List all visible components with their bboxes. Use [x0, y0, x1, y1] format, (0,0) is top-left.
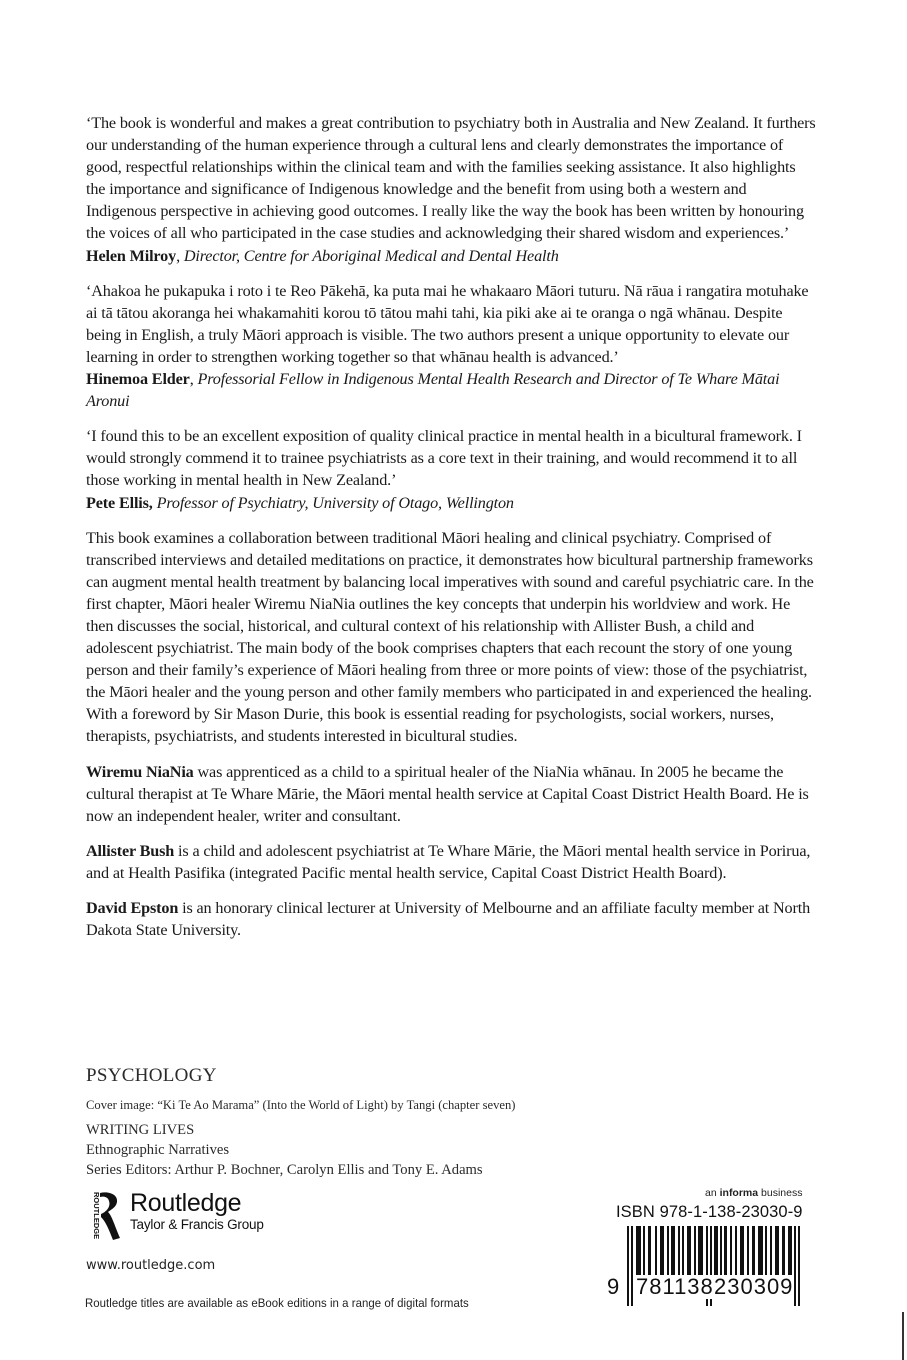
endorser-name: Hinemoa Elder: [86, 370, 190, 389]
endorsement-3: [86, 425, 816, 513]
endorsement-quote: ‘I found this to be an excellent exposition of quality clinical practice in mental health in a bicultural framework. I would strongly commend it to trainee psychiatrists as a core text in their training, and would recommend it to all those working in mental health in New Zealand.’: [86, 427, 802, 490]
cover-image-credit: Cover image: “Ki Te Ao Marama” (Into the World of Light) by Tangi (chapter seven): [86, 1098, 516, 1112]
endorsement-2: [86, 280, 816, 413]
isbn-label: ISBN 978-1-138-23030-9: [616, 1203, 803, 1221]
informa-brand: informa: [719, 1187, 759, 1199]
back-cover-text: [86, 112, 816, 954]
logo-text: [130, 1190, 264, 1234]
series-info: [86, 1120, 483, 1180]
separator: ,: [189, 370, 198, 389]
endorser-role: Professorial Fellow in Indigenous Mental Health Research and Director of Te Whare Mātai Aronui: [86, 370, 780, 411]
endorsement-quote: ‘Ahakoa he pukapuka i roto i te Reo Pākehā, ka puta mai he whakaaro Māori tuturu. Nā rāua i rangatira motuhake ai tā tātou akoranga hei whakamahiti korou tō tātou mahi tahi, kia piki ake ai te oranga o ngā whānau. Despite being in English, a truly Māori approach is visible. The two authors present a unique opportunity to elevate our learning in order to strengthen working together so that whānau health is advanced.’: [86, 281, 809, 366]
informa-suffix: business: [758, 1187, 803, 1199]
endorser-role: Director, Centre for Aboriginal Medical and Dental Health: [183, 246, 559, 265]
publisher-group: Taylor & Francis Group: [130, 1217, 264, 1232]
barcode-digit-first: 9: [607, 1274, 620, 1299]
informa-prefix: an: [705, 1187, 720, 1199]
subject-category: PSYCHOLOGY: [86, 1065, 217, 1086]
author-bio-1: [86, 761, 816, 827]
endorsement-quote: ‘The book is wonderful and makes a great contribution to psychiatry both in Australia and New Zealand. It furthers our understanding of the human experience through a cultural lens and clearly demonstrates the importance of good, respectful relationships within the clinical team and with the families seeking assistance. It also highlights the importance and significance of Indigenous knowledge and the benefit from using both a western and Indigenous perspective in achieving good outcomes. I really like the way the book has been written by honouring the voices of all who participated in the case studies and acknowledging their shared wisdom and experiences.’: [86, 114, 816, 243]
author-name: Allister Bush: [86, 841, 175, 860]
barcode-digits-right: 230309: [714, 1274, 794, 1299]
endorsement-1: [86, 112, 816, 267]
page-edge-mark: [902, 1312, 904, 1360]
routledge-r-icon: [86, 1190, 126, 1242]
author-bio: is an honorary clinical lecturer at University of Melbourne and an affiliate faculty member at North Dakota State University.: [86, 899, 811, 940]
author-bio: is a child and adolescent psychiatrist at Te Whare Mārie, the Māori mental health service in Porirua, and at Health Pasifika (integrated Pacific mental health service, Capital Coast District Health Board).: [86, 841, 811, 882]
ebook-note: Routledge titles are available as eBook editions in a range of digital formats: [85, 1296, 469, 1310]
separator: ,: [176, 246, 184, 265]
publisher-website[interactable]: www.routledge.com: [86, 1258, 216, 1273]
routledge-logo: [86, 1190, 264, 1242]
endorser-name: Pete Ellis,: [86, 493, 153, 512]
author-bio: was apprenticed as a child to a spiritual healer of the NiaNia whānau. In 2005 he became the cultural therapist at Te Whare Mārie, the Māori mental health service at Capital Coast District Health Board. He is now an independent healer, writer and consultant.: [86, 762, 809, 825]
series-title: WRITING LIVES: [86, 1122, 195, 1138]
informa-tagline: [705, 1187, 802, 1199]
author-name: David Epston: [86, 899, 179, 917]
publisher-name: Routledge: [130, 1189, 242, 1217]
series-subtitle: Ethnographic Narratives: [86, 1142, 230, 1158]
book-description: This book examines a collaboration between traditional Māori healing and clinical psychiatry. Comprised of transcribed interviews and detailed meditations on practice, it demonstrates how bicultural partnership frameworks can augment mental health treatment by balancing local imperatives with sound and careful psychiatric care. In the first chapter, Māori healer Wiremu NiaNia outlines the key concepts that underpin his worldview and work. He then discusses the social, historical, and cultural context of his relationship with Allister Bush, a child and adolescent psychiatrist. The main body of the book comprises chapters that each recount the story of one young person and their family’s experience of Māori healing from three or more points of view: those of the psychiatrist, the Māori healer and the young person and other family members who participated in and experienced the healing. With a foreword by Sir Mason Durie, this book is essential reading for psychologists, social workers, nurses, therapists, psychiatrists, and students interested in bicultural studies.: [86, 528, 814, 746]
barcode-digits-left: 781138: [636, 1274, 714, 1299]
svg-text:ROUTLEDGE: ROUTLEDGE: [92, 1192, 101, 1240]
author-bio-3: [86, 897, 816, 941]
author-name: Wiremu NiaNia: [86, 762, 194, 781]
series-editors: Series Editors: Arthur P. Bochner, Carolyn Ellis and Tony E. Adams: [86, 1162, 483, 1178]
endorser-name: Helen Milroy: [86, 246, 177, 265]
endorser-role: Professor of Psychiatry, University of Otago, Wellington: [156, 493, 514, 512]
author-bio-2: [86, 840, 816, 884]
